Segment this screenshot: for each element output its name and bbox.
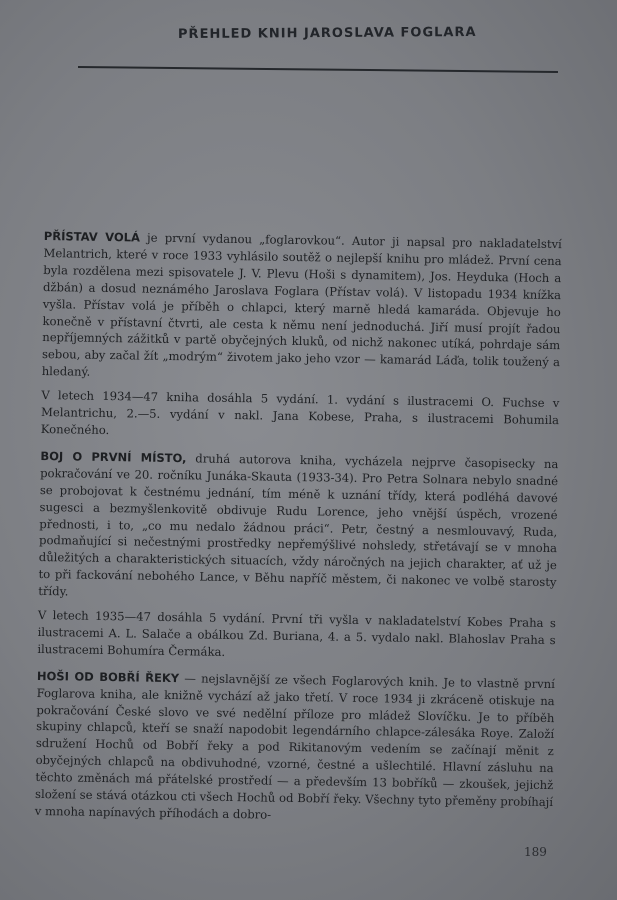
page-heading: PŘEHLED KNIH JAROSLAVA FOGLARA [177, 24, 477, 43]
page-number: 189 [524, 845, 547, 859]
book-title: PŘÍSTAV VOLÁ [43, 228, 141, 245]
editions-pristav-vola: V letech 1934—47 kniha dosáhla 5 vydání. 1. vydání s ilustracemi O. Fuchse v Melantrichu, 2.—5. vydání v nakl. Jana Kobese, Praha, s ilustracemi Bohumila Konečného. [40, 388, 560, 438]
body-text [35, 228, 562, 835]
entry-description: druhá autorova kniha, vycházela nejprve časopisecky na pokračování ve 20. ročníku Junáka-Skauta (1933-34). Pro Petra Solnara nebylo snadné se probojovat k čestnému jednání, tím méně k uznání třídy, která podléhá davové sugesci a bezmyšlenkovitě obdivuje Rudu Lorence, jeho vnější úspěch, vrozené přednosti, i to, „co mu nedalo žádnou práci“. Petr, čestný a nesmlouvavý, Ruda, podmaňující si nečestnými prostředky nepřemýšlivé nohsledy, střetávají se v mnoha důležitých a charakteristických situacích, vždy náročných na jejich charakter, ať už je to při fackování nebohého Lance, v Běhu napříč městem, či nakonec ve volbě starosty třídy. [38, 451, 559, 599]
entry-boj-o-prvni-misto [38, 448, 558, 608]
entry-pristav-vola [42, 228, 562, 388]
heading-rule [78, 66, 558, 73]
entry-description: — nejslavnější ze všech Foglarových knih. Je to vlastně první Foglarova kniha, ale knižně vychází až jako třetí. V roce 1934 ji zkráceně otiskuje na pokračování České slovo ve své nedělní příloze pro mládež Slovíčku. Je to příběh skupiny chlapců, kteří se snaží napodobit legendárního chlapce-zálesáka Roye. Založí sdružení Hochů od Bobří řeky a pod Rikitanovým vedením se začínají měnit z obyčejných chlapců na obdivuhodné, vzorné, čestné a ušlechtilé. Hlavní zásluhu na těchto změnách má přátelské prostředí — a především 13 bobříků — zkoušek, jejichž složení se stává otázkou cti všech Hochů od Bobří řeky. Všechny tyto přeměny probíhají v mnoha napínavých příhodách a dobro- [34, 670, 556, 822]
entry-hosi-od-bobri-reky [35, 668, 555, 828]
editions-boj-o-prvni-misto: V letech 1935—47 dosáhla 5 vydání. První tři vyšla v nakladatelství Kobes Praha s ilustracemi A. L. Salače a obálkou Zd. Buriana, 4. a 5. vydalo nakl. Blahoslav Praha s ilustracemi Bohumíra Čermáka. [37, 607, 556, 659]
entry-description: je první vydanou „foglarovkou“. Autor ji napsal pro nakladatelství Melantrich, které v roce 1933 vyhlásilo soutěž o nejlepší knihu pro mládež. První cena byla rozdělena mezi spisovatele J. V. Plevu (Hoši s dynamitem), Jos. Heyduka (Hoch a džbán) a dosud neznámého Jaroslava Foglara (Přístav volá). V listopadu 1934 knížka vyšla. Přístav volá je příběh o chlapci, který marně hledá kamaráda. Objevuje ho konečně v přístavní čtvrti, ale cesta k němu není jednoduchá. Jiří musí projít řadou nepříjemných zážitků v partě obyčejných kluků, od nichž nakonec utíká, pohrdaje sám sebou, aby začal žít „modrým“ životem jako jeho vzor — kamarád Láďa, tolik toužený a hledaný. [41, 230, 562, 379]
book-title: BOJ O PRVNÍ MÍSTO, [40, 448, 187, 466]
book-title: HOŠI OD BOBŘÍ ŘEKY [36, 668, 180, 685]
